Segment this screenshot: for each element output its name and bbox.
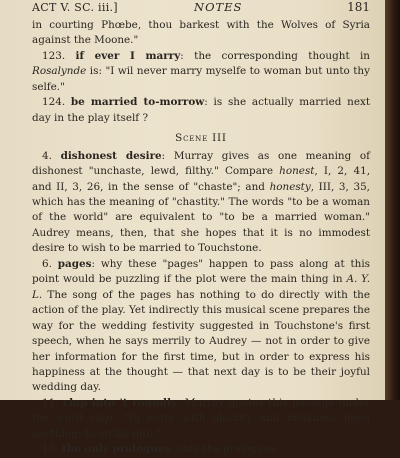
running-header	[32, 0, 370, 16]
book-spine-edge	[385, 0, 400, 400]
note-123	[32, 49, 370, 95]
note-term: pages	[57, 257, 92, 270]
note-number: 6.	[42, 257, 52, 270]
note-italic: A. Y. L.	[32, 273, 371, 301]
note-6	[32, 257, 370, 396]
note-number: 123.	[42, 49, 66, 62]
scene-heading: Scene III	[175, 132, 227, 145]
note-term: if ever I marry	[75, 49, 181, 62]
note-term: the only prologues	[61, 443, 171, 456]
note-text: in courting Phœbe, thou barkest with the Wolves of Syria against the Moone."	[32, 19, 370, 47]
note-italic: honest	[279, 165, 315, 178]
note-text: : Murray gives as one meaning of dishonest "unchaste, lewd, filthy." Compare	[32, 149, 370, 178]
note-term: clap into 't roundly	[62, 396, 178, 409]
note-text: : "To enter with alacrity and briskness upon anything; to strike into."	[32, 412, 370, 440]
note-text: , I, 2, 41, and II, 3, 26, in the sense of "chaste"; and	[32, 165, 371, 193]
note-italic: Rosalynde	[32, 65, 87, 78]
note-text: : is she actually married next day in the play itself ?	[32, 96, 371, 124]
note-text: The song of the pages has nothing to do directly with the action of the play. Yet indirectly this musical scene prepares the way for the wedding festivity suggested in Touchstone's first speech, when he says merrily to Audrey — not in order to give her information for the first time, but in order to express his happiness at the thought — that next day is to be their joyful wedding day.	[32, 288, 370, 394]
note-text: : why these "pages" happen to pass along at this point would be puzzling if the plot were the main thing in	[32, 257, 370, 286]
note-text: : the corresponding thought in	[180, 49, 371, 62]
note-number: 13.	[42, 443, 59, 456]
note-term: be married to-morrow	[70, 96, 205, 109]
note-13	[32, 442, 370, 457]
note-text: : only the prologues.	[170, 443, 279, 456]
note-number: 4.	[42, 149, 52, 162]
act-scene-label: ACT V. SC. iii.]	[32, 1, 118, 14]
note-text: : Murray quotes this passage under the word	[32, 396, 370, 425]
page-number: 181	[347, 0, 370, 14]
note-term: dishonest desire	[60, 149, 162, 162]
note-11	[32, 396, 370, 442]
note-text: , III, 3, 35, which has the meaning of "chastity." The words "to be a woman of the world" are equivalent to "to be a married woman." Audrey means, then, that she hopes that it is no immodest desire to wish to be married to Touchstone.	[32, 180, 370, 255]
note-text: is: "I wil never marry myselfe to woman but unto thy selfe."	[32, 65, 370, 93]
note-number: 11.	[42, 396, 59, 409]
note-continuation	[32, 18, 370, 49]
note-number: 124.	[42, 96, 66, 109]
header-title: NOTES	[194, 0, 243, 14]
note-4	[32, 149, 370, 257]
note-italic: honesty	[269, 180, 311, 193]
note-italic: clap	[90, 412, 113, 425]
note-124	[32, 95, 370, 126]
notes-body	[32, 18, 370, 458]
